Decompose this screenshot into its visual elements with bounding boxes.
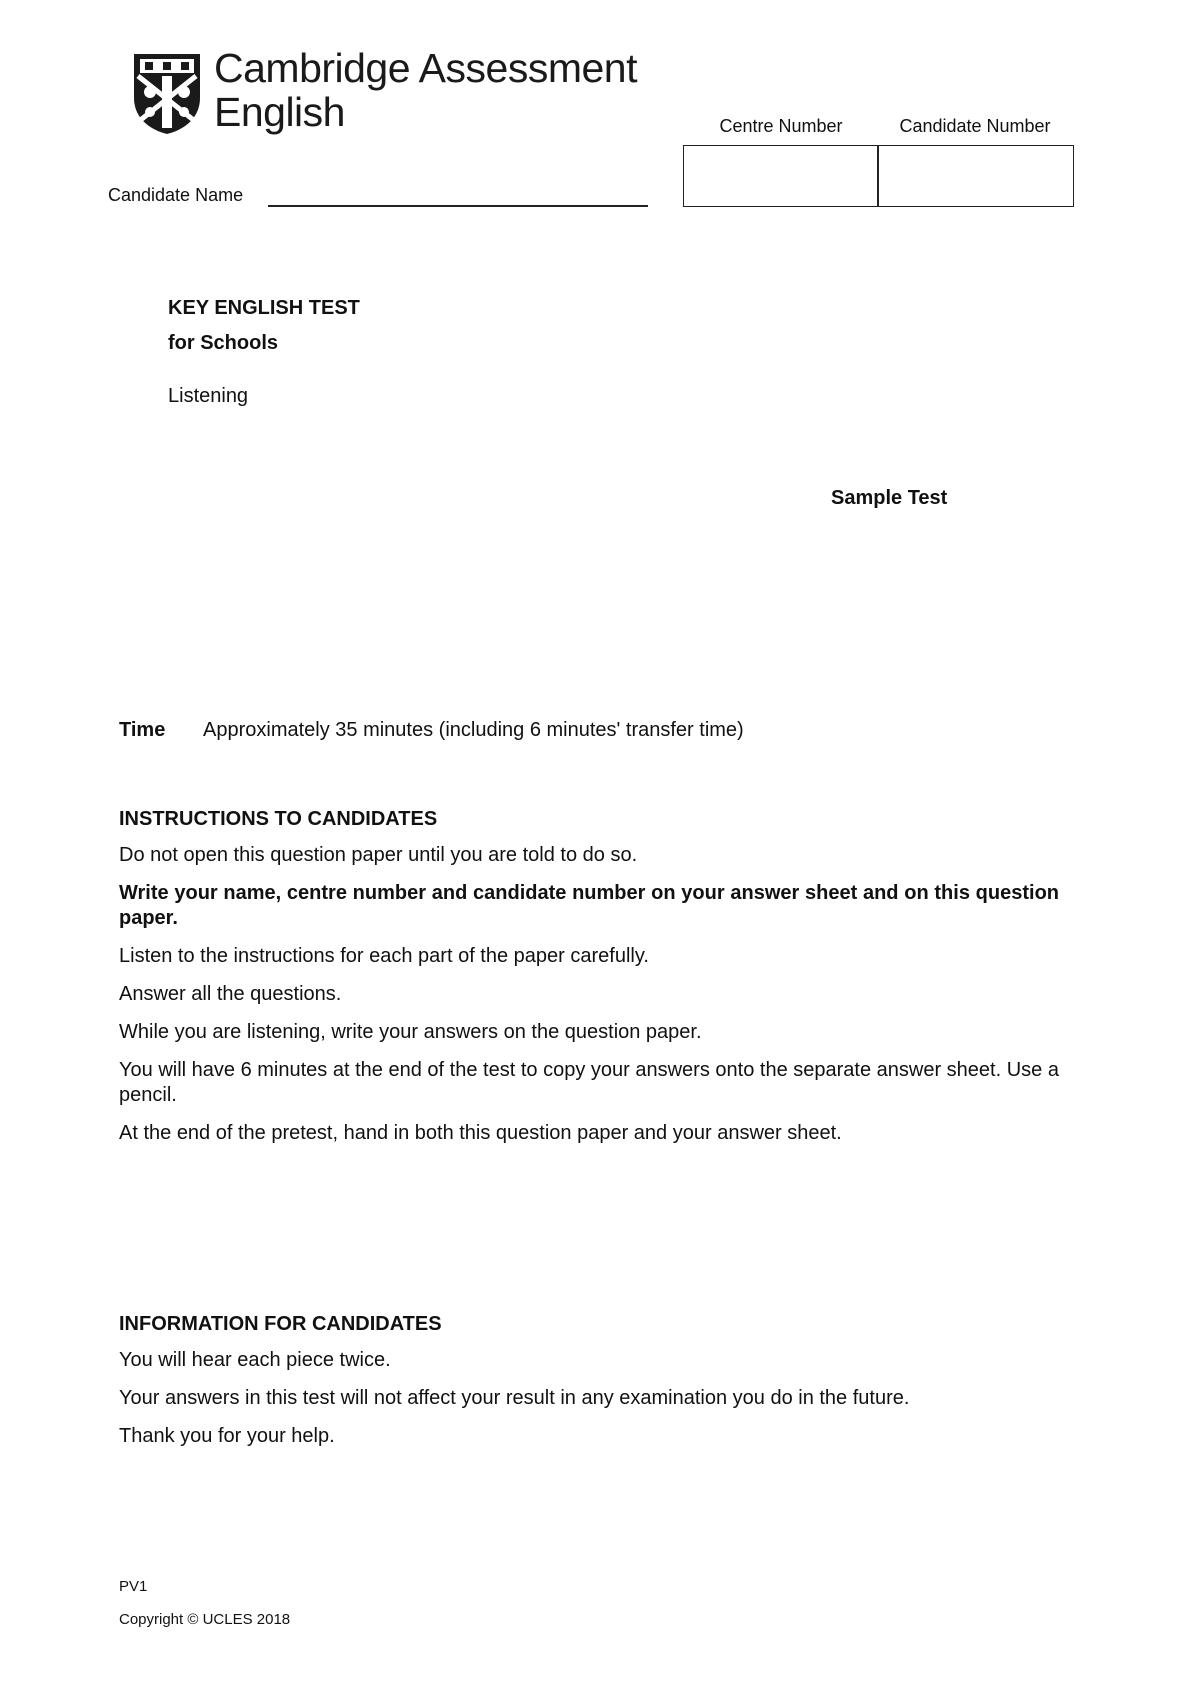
instruction-item: At the end of the pretest, hand in both this question paper and your answer sheet. <box>119 1122 842 1144</box>
instruction-item: Write your name, centre number and candidate number on your answer sheet and on this question paper. <box>119 882 1059 929</box>
paper-name: Listening <box>168 385 249 407</box>
instructions-section <box>119 807 1059 1159</box>
paper-code: PV1 <box>119 1578 148 1595</box>
information-item: Your answers in this test will not affect your result in any examination you do in the future. <box>119 1387 910 1409</box>
university-shield-icon <box>132 52 202 136</box>
logo-line-2: English <box>214 89 345 135</box>
information-heading: INFORMATION FOR CANDIDATES <box>119 1313 442 1335</box>
information-item: Thank you for your help. <box>119 1425 335 1447</box>
candidate-name-field[interactable] <box>268 205 648 207</box>
test-title: KEY ENGLISH TEST <box>168 297 360 319</box>
information-section <box>119 1312 1059 1462</box>
time-label: Time <box>119 719 166 741</box>
instruction-item: Do not open this question paper until you are told to do so. <box>119 844 638 866</box>
instruction-item: Answer all the questions. <box>119 983 342 1005</box>
instructions-heading: INSTRUCTIONS TO CANDIDATES <box>119 808 438 830</box>
candidate-name-label: Candidate Name <box>108 185 244 205</box>
instruction-item: While you are listening, write your answers on the question paper. <box>119 1021 702 1043</box>
candidate-number-label: Candidate Number <box>899 116 1051 136</box>
test-variant: for Schools <box>168 332 279 354</box>
centre-number-label: Centre Number <box>719 116 843 136</box>
instruction-item: You will have 6 minutes at the end of the test to copy your answers onto the separate answer sheet. Use a pencil. <box>119 1059 1059 1106</box>
candidate-number-box[interactable] <box>877 145 1074 207</box>
instruction-item: Listen to the instructions for each part of the paper carefully. <box>119 945 649 967</box>
sample-test-label: Sample Test <box>831 487 948 509</box>
information-item: You will hear each piece twice. <box>119 1349 391 1371</box>
time-text: Approximately 35 minutes (including 6 minutes' transfer time) <box>203 719 744 741</box>
copyright-notice: Copyright © UCLES 2018 <box>119 1611 291 1628</box>
logo-line-1: Cambridge Assessment <box>214 45 637 91</box>
centre-number-box[interactable] <box>683 145 879 207</box>
